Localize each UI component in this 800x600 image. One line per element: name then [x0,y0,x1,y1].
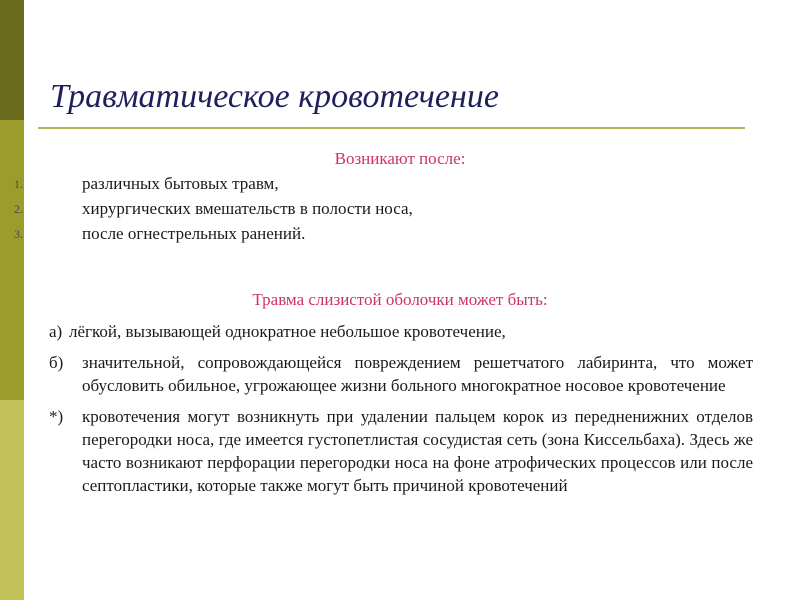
list-number: 1. [14,177,23,191]
trauma-item-note [49,405,753,497]
item-text: кровотечения могут возникнуть при удалении пальцем корок из передненижних отделов перегородки носа, где имеется густопетлистая сосудистая сеть (зона Киссельбаха). Здесь же часто возникают перфорации перегородки носа на фоне атрофических процессов или после септопластики, которые также могут быть причиной кровотечений [82,407,753,495]
item-text: лёгкой, вызывающей однократное небольшое кровотечение, [69,322,506,341]
item-mark: *) [49,407,64,426]
list-number: 2. [14,202,23,216]
trauma-item-a [49,320,753,343]
trauma-items [49,320,753,497]
subtitle-trauma: Травма слизистой оболочки может быть: [252,290,548,309]
list-number: 3. [14,227,23,241]
list-item [14,199,754,224]
list-text: хирургических вмешательств в полости носа, [82,199,413,218]
subtitle-causes: Возникают после: [334,149,466,168]
slide-title: Травматическое кровотечение [50,78,499,115]
item-mark: б) [49,353,64,372]
trauma-item-b [49,351,753,397]
list-item [14,224,754,249]
side-bar-bottom [0,400,24,600]
side-bar-top [0,0,24,120]
list-text: различных бытовых травм, [82,174,279,193]
list-text: после огнестрельных ранений. [82,224,306,243]
list-item [14,174,754,199]
item-mark: а) [49,322,63,341]
causes-list [14,174,754,249]
title-underline [38,127,745,129]
item-text: значительной, сопровождающейся повреждением решетчатого лабиринта, что может обусловить обильное, угрожающее жизни больного многократное носовое кровотечение [82,353,753,395]
